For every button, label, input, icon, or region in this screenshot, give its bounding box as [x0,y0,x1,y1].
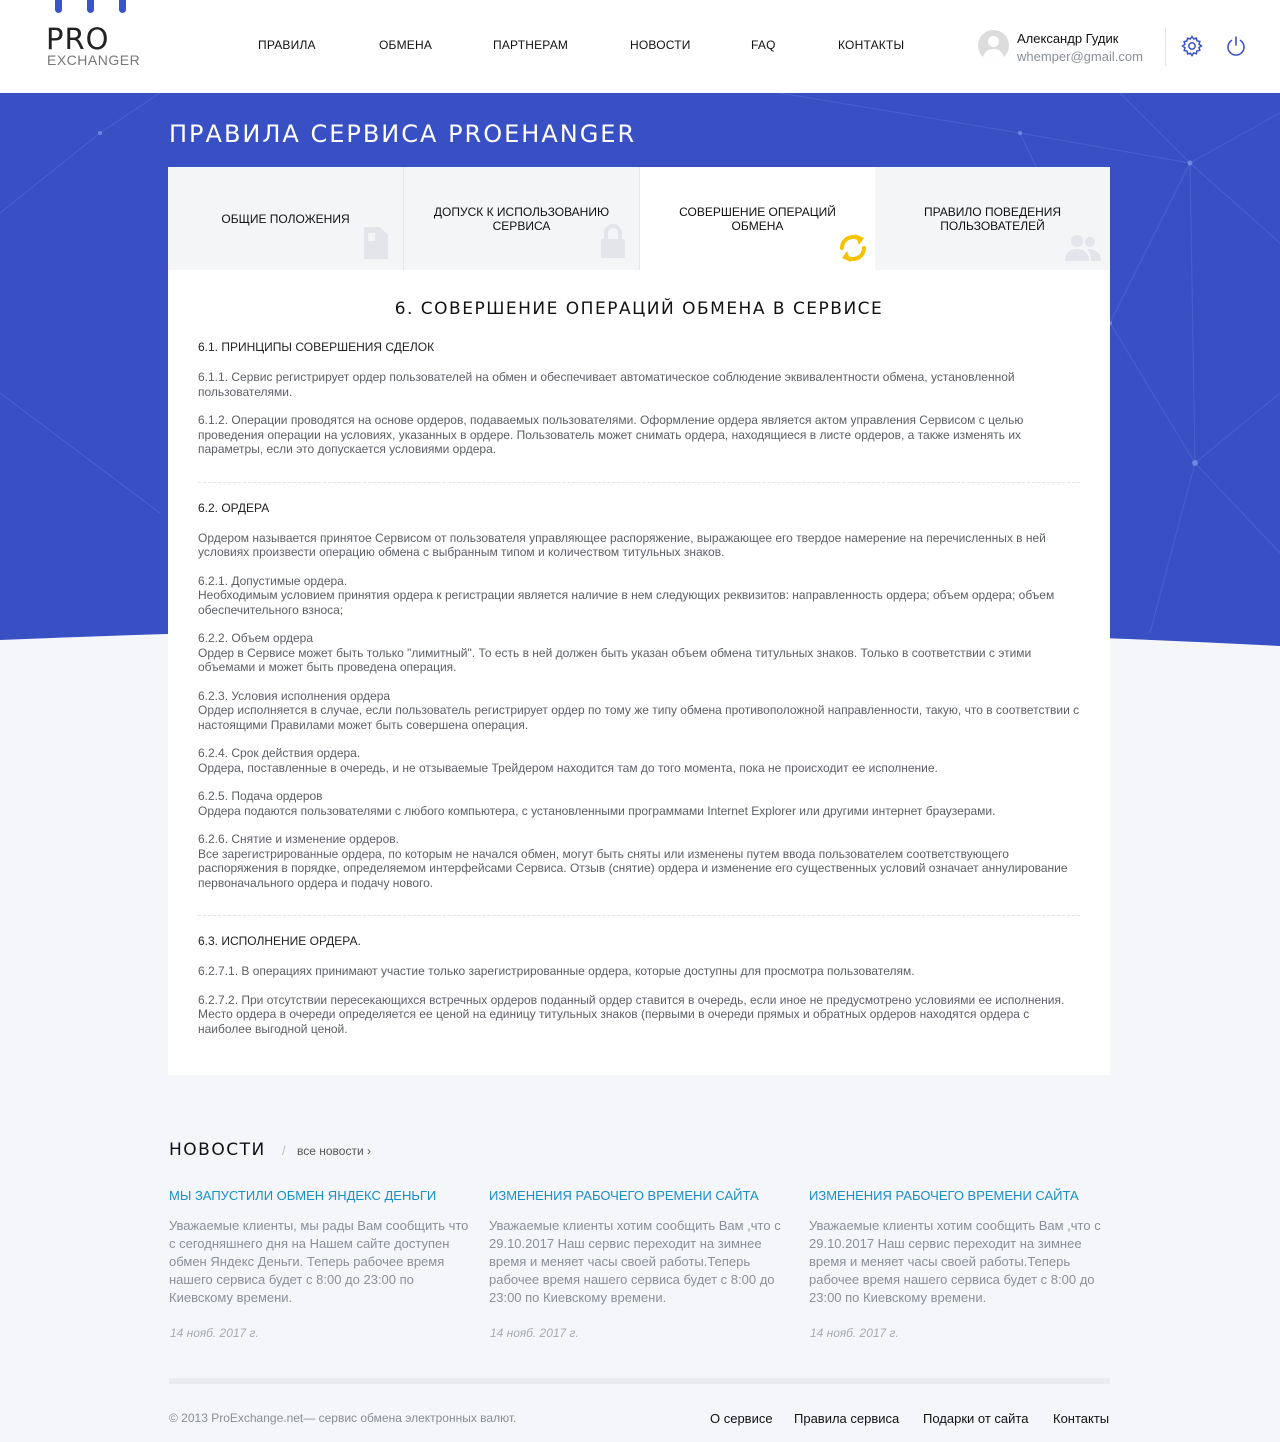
news-item-text: Уважаемые клиенты, мы рады Вам сообщить что с сегодняшнего дня на Нашем сайте доступен обмен Яндекс Деньги. Теперь рабочее время нашего сервиса будет с 8:00 до 23:00 по Киевскому времени. [169,1218,469,1305]
news-item-date: 14 нояб. 2017 г. [170,1326,259,1340]
user-profile[interactable] [978,30,1158,66]
rule-paragraph: Ордером называется принятое Сервисом от пользователя управляющее распоряжение, выражающее его твердое намерение на перечисленных в ней условиях произвести операцию обмена с выбранным типом и количеством титульных знаков. [198,530,1046,559]
document-icon [362,227,388,264]
news-item-title[interactable]: ИЗМЕНЕНИЯ РАБОЧЕГО ВРЕМЕНИ САЙТА [489,1188,759,1203]
rule-item [198,789,1080,818]
rule-item [198,832,1080,890]
news-title: НОВОСТИ [169,1140,266,1160]
news-item-text: Уважаемые клиенты хотим сообщить Вам ,что с 29.10.2017 Наш сервис переходит на зимнее время и меняет часы своей работы.Теперь рабочее время нашего сервиса будет с 8:00 до 23:00 по Киевскому времени. [489,1218,781,1305]
rule-item-title: 6.2.2. Объем ордера [198,631,314,645]
rule-item-title: 6.2.3. Условия исполнения ордера [198,688,391,703]
rules-card [168,167,1110,1075]
nav-item-exchange[interactable]: ОБМЕНА [379,38,433,52]
footer-link-rules[interactable]: Правила сервиса [794,1411,900,1426]
rule-paragraph: 6.2.7.2. При отсутствии пересекающихся встречных ордеров поданный ордер ставится в очередь, если иное не предусмотрено условиями ее исполнения. Место ордера в очереди определяется ее ценой на единицу титульных знаков (первыми в очереди прямых и обратных ордеров находятся ордера с наиболее выгодной ценой. [198,992,1065,1036]
site-header [0,0,1280,93]
rule-item [198,574,1080,618]
logo[interactable] [46,0,146,72]
user-avatar-icon [978,30,1009,61]
news-item-date: 14 нояб. 2017 г. [490,1326,579,1340]
tab-label: ДОПУСК К ИСПОЛЬЗОВАНИЮ СЕРВИСА [433,204,610,233]
footer-link-contacts[interactable]: Контакты [1053,1411,1110,1426]
nav-item-contacts[interactable]: КОНТАКТЫ [838,38,905,52]
section-divider [198,915,1080,916]
news-item [809,1188,1109,1340]
exchange-arrows-icon [836,230,870,270]
news-item-title[interactable]: МЫ ЗАПУСТИЛИ ОБМЕН ЯНДЕКС ДЕНЬГИ [169,1188,437,1203]
nav-item-faq[interactable]: FAQ [751,38,776,52]
gear-icon[interactable] [1180,34,1204,58]
rule-item-text: Ордера, поставленные в очередь, и не отзываемые Трейдером находится там до того момента, пока не происходит ее исполнение. [198,760,938,775]
rule-item-title: 6.2.4. Срок действия ордера. [198,746,361,760]
rule-item-title: 6.2.6. Снятие и изменение ордеров. [198,832,399,846]
tab-label: СОВЕРШЕНИЕ ОПЕРАЦИЙ ОБМЕНА [679,204,836,233]
rule-item [198,746,1080,775]
copyright-text: © 2013 ProExchange.net— сервис обмена электронных валют. [169,1411,517,1425]
rules-content [198,340,1080,1036]
footer-link-about[interactable]: О сервисе [710,1411,773,1426]
rule-paragraph: 6.1.1. Сервис регистрирует ордер пользователей на обмен и обеспечивает автоматическое соблюдение эквивалентности обмена, установленной пользователями. [198,370,1015,399]
rule-paragraph: 6.1.2. Операции проводятся на основе ордеров, подаваемых пользователями. Оформление ордера является актом управления Сервисом с целью проведения операции на условиях, указанных в ордере. Пользователь может снимать ордера, находящиеся в листе ордеров, а также изменять их параметры, если это допускается условиями ордера. [198,413,1024,456]
tab-exchange-operations[interactable] [640,167,875,270]
header-divider [1165,28,1166,66]
section-title: 6. СОВЕРШЕНИЕ ОПЕРАЦИЙ ОБМЕНА В СЕРВИСЕ [394,299,884,319]
rules-tabs [168,167,1110,270]
page-title: ПРАВИЛА СЕРВИСА PROEHANGER [169,120,637,148]
tab-label: ОБЩИЕ ПОЛОЖЕНИЯ [221,211,350,226]
power-icon[interactable] [1224,34,1248,58]
rule-item-text: Все зарегистрированные ордера, по которым не начался обмен, могут быть сняты или изменены путем ввода пользователем соответствующего распоряжения в порядке, определяемом интерфейсами Сервиса. Отзыв (снятие) ордера и изменение его существенных условий означает аннулирование первоначального ордера и подачу нового. [198,846,1068,890]
logo-text-exchanger: EXCHANGER [47,52,141,68]
lock-icon [598,223,628,264]
footer-divider [169,1378,1110,1384]
nav-item-rules[interactable]: ПРАВИЛА [258,38,316,52]
rule-item-text: Ордер исполняется в случае, если пользователь регистрирует ордер по тому же типу обмена противоположной направленности, такую, что в соответствии с настоящими Правилами может быть совершена операция. [198,703,1080,732]
news-item-title[interactable]: ИЗМЕНЕНИЯ РАБОЧЕГО ВРЕМЕНИ САЙТА [809,1188,1079,1203]
logo-text-pro: PRO [46,22,110,56]
news-item-date: 14 нояб. 2017 г. [810,1326,899,1340]
tab-user-conduct[interactable] [875,167,1110,270]
rule-paragraph: 6.2.7.1. В операциях принимают участие только зарегистрированные ордера, которые доступны для просмотра пользователям. [198,964,915,978]
rule-item-text: Ордера подаются пользователями с любого компьютера, с установленными программами Internet Explorer или другими интернет браузерами. [198,803,996,818]
rule-item-text: Необходимым условием принятия ордера к регистрации является наличие в нем следующих реквизитов: направленность ордера; объем ордера; объем обеспечительного взноса; [198,588,1055,617]
news-title-separator: / [282,1143,286,1158]
user-name: Александр Гудик [1017,31,1119,46]
news-item [489,1188,789,1340]
rule-item [198,689,1080,733]
logo-mark-icon [55,0,127,16]
tab-label: ПРАВИЛО ПОВЕДЕНИЯ ПОЛЬЗОВАТЕЛЕЙ [923,204,1062,233]
section-divider [198,482,1080,483]
rule-item-text: Ордер в Сервисе может быть только "лимитный". То есть в ней должен быть указан объем обмена титульных знаков. Только в соответствии с этими объемами и может быть проведена операция. [198,645,1032,674]
footer-link-gifts[interactable]: Подарки от сайта [923,1411,1029,1426]
news-item [169,1188,469,1340]
rule-item [198,631,1080,675]
users-icon [1065,233,1101,266]
news-item-text: Уважаемые клиенты хотим сообщить Вам ,что с 29.10.2017 Наш сервис переходит на зимнее время и меняет часы своей работы.Теперь рабочее время нашего сервиса будет с 8:00 до 23:00 по Киевскому времени. [809,1218,1101,1305]
all-news-link[interactable]: все новости › [297,1144,372,1158]
rule-item-title: 6.2.5. Подача ордеров [198,789,323,803]
user-email: whemper@gmail.com [1017,49,1143,64]
tab-access[interactable] [404,167,639,270]
subsection-heading-6-1: 6.1. ПРИНЦИПЫ СОВЕРШЕНИЯ СДЕЛОК [198,340,435,354]
subsection-heading-6-3: 6.3. ИСПОЛНЕНИЕ ОРДЕРА. [198,934,361,948]
chevron-right-icon: › [367,1144,372,1158]
nav-item-news[interactable]: НОВОСТИ [630,38,691,52]
nav-item-partners[interactable]: ПАРТНЕРАМ [493,38,569,52]
rule-item-title: 6.2.1. Допустимые ордера. [198,573,348,588]
tab-general[interactable] [168,167,403,270]
subsection-heading-6-2: 6.2. ОРДЕРА [198,500,270,515]
